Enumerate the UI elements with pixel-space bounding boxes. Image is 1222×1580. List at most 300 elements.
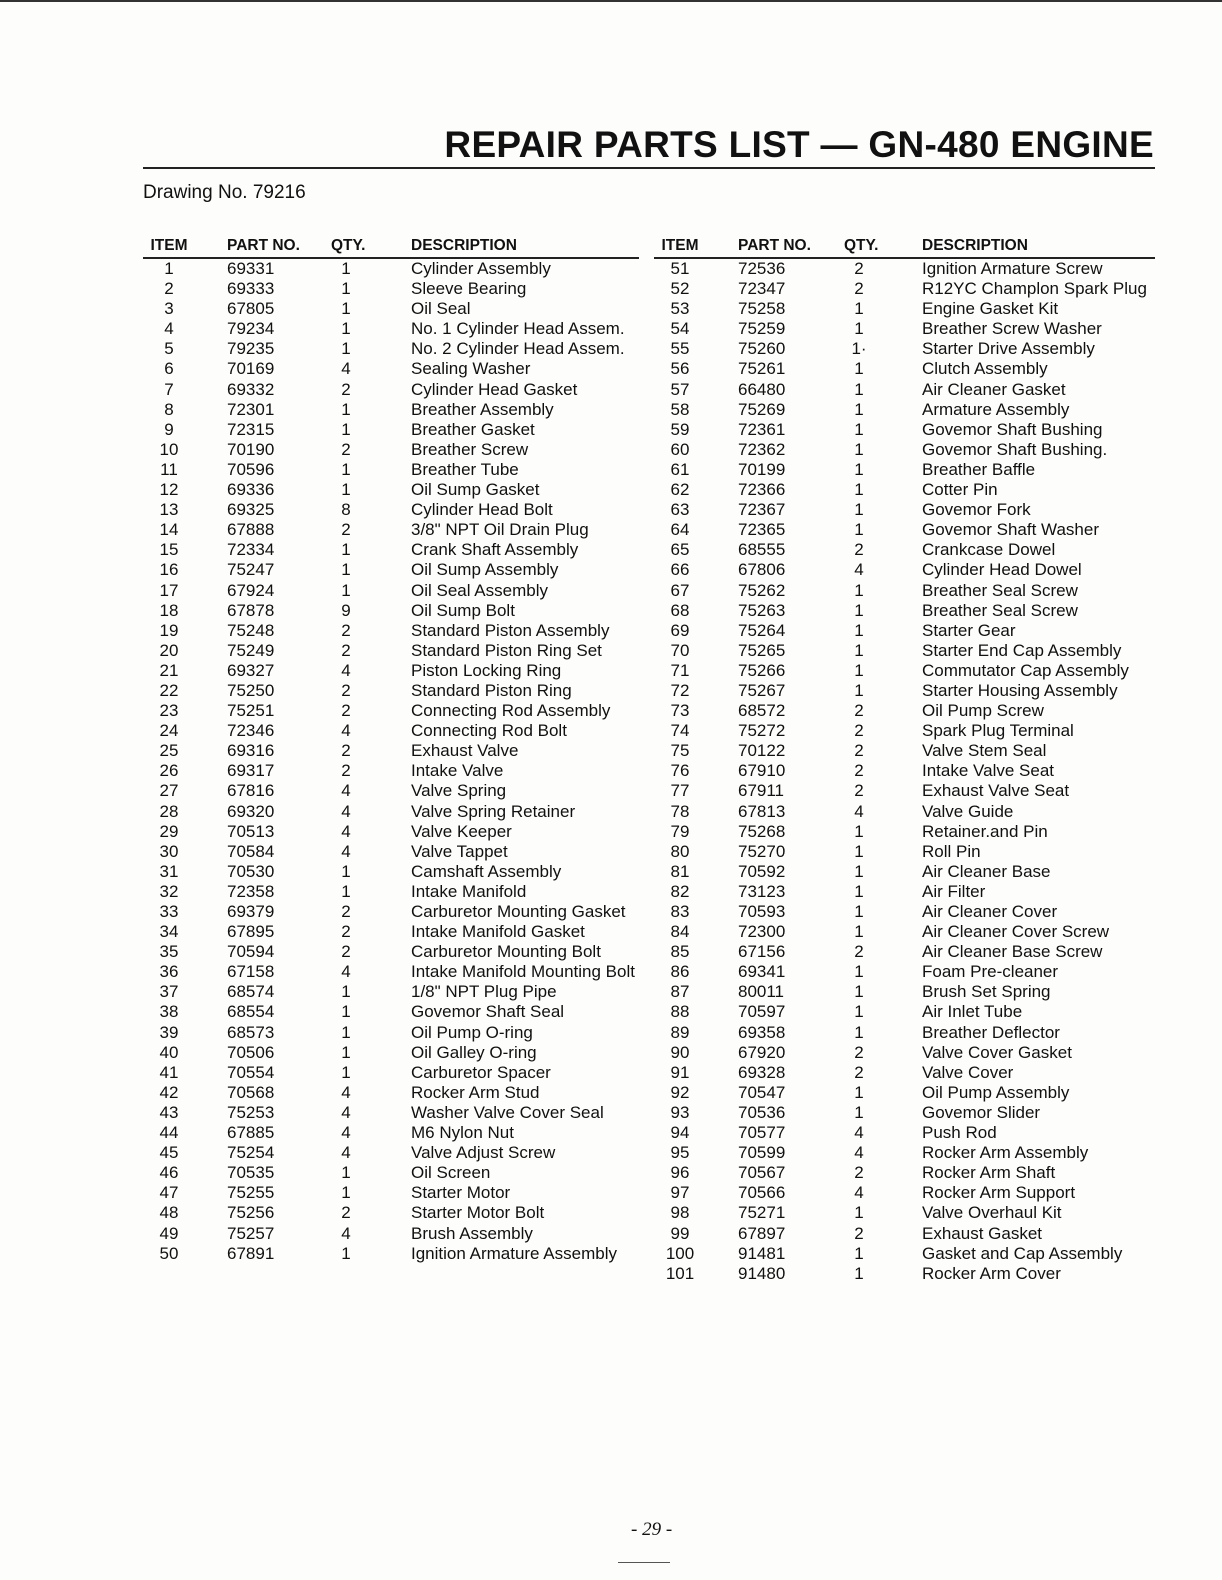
table-row bbox=[654, 781, 1155, 801]
cell-item: 83 bbox=[670, 902, 690, 921]
cell-description: Rocker Arm Assembly bbox=[922, 1143, 1089, 1163]
cell-item: 91 bbox=[670, 1062, 690, 1082]
cell-item: 80 bbox=[670, 841, 690, 861]
cell-qty: 1 bbox=[341, 1022, 351, 1042]
cell-description: Breather Gasket bbox=[411, 419, 535, 439]
cell-part-no: 67806 bbox=[738, 560, 786, 580]
table-row bbox=[143, 661, 639, 681]
cell-part-no: 70577 bbox=[738, 1123, 786, 1143]
table-row bbox=[654, 279, 1155, 299]
cell-description: Govemor Shaft Seal bbox=[411, 1002, 565, 1022]
cell-part-no: 68574 bbox=[227, 982, 275, 1002]
table-row bbox=[143, 822, 639, 842]
cell-description: Breather Deflector bbox=[922, 1022, 1060, 1042]
cell-qty: 4 bbox=[341, 359, 351, 379]
cell-part-no: 91480 bbox=[738, 1263, 786, 1283]
cell-part-no: 70506 bbox=[227, 1042, 275, 1062]
cell-qty: 1 bbox=[341, 982, 351, 1002]
cell-part-no: 72300 bbox=[738, 922, 786, 942]
table-header bbox=[143, 237, 639, 257]
table-row bbox=[143, 440, 639, 460]
cell-part-no: 70584 bbox=[227, 841, 275, 861]
cell-item: 72 bbox=[670, 680, 690, 700]
table-row bbox=[654, 1163, 1155, 1183]
cell-description: Govemor Slider bbox=[922, 1102, 1041, 1122]
cell-item: 48 bbox=[159, 1203, 179, 1223]
cell-part-no: 75254 bbox=[227, 1143, 275, 1163]
cell-part-no: 67911 bbox=[738, 781, 785, 801]
cell-part-no: 79235 bbox=[227, 339, 275, 359]
cell-qty: 2 bbox=[854, 721, 864, 741]
cell-item: 68 bbox=[670, 600, 690, 620]
cell-part-no: 67156 bbox=[738, 942, 786, 962]
cell-item: 84 bbox=[670, 922, 690, 942]
cell-part-no: 75266 bbox=[738, 660, 786, 680]
cell-qty: 1 bbox=[341, 480, 351, 500]
cell-item: 93 bbox=[670, 1102, 690, 1122]
cell-description: Sealing Washer bbox=[411, 359, 531, 379]
cell-item: 92 bbox=[670, 1082, 690, 1102]
cell-qty: 1 bbox=[341, 1243, 351, 1263]
table-row bbox=[654, 520, 1155, 540]
cell-item: 18 bbox=[159, 600, 179, 620]
cell-part-no: 75251 bbox=[227, 701, 275, 721]
table-row bbox=[143, 420, 639, 440]
cell-qty: 4 bbox=[341, 1223, 351, 1243]
table-row bbox=[654, 1083, 1155, 1103]
cell-part-no: 70596 bbox=[227, 459, 275, 479]
table-row bbox=[654, 400, 1155, 420]
cell-qty: 1 bbox=[854, 640, 864, 660]
table-row bbox=[143, 902, 639, 922]
cell-part-no: 70513 bbox=[227, 821, 275, 841]
cell-part-no: 69325 bbox=[227, 500, 275, 520]
cell-qty: 4 bbox=[341, 801, 351, 821]
cell-qty: 2 bbox=[854, 741, 864, 761]
cell-part-no: 68554 bbox=[227, 1002, 275, 1022]
cell-item: 101 bbox=[665, 1263, 695, 1283]
cell-part-no: 72334 bbox=[227, 540, 275, 560]
cell-item: 9 bbox=[164, 419, 174, 439]
cell-description: Starter Drive Assembly bbox=[922, 339, 1095, 359]
cell-part-no: 70547 bbox=[738, 1082, 786, 1102]
cell-description: Exhaust Valve Seat bbox=[922, 781, 1070, 801]
cell-description: Standard Piston Assembly bbox=[411, 620, 610, 640]
cell-part-no: 69379 bbox=[227, 902, 275, 921]
table-row bbox=[654, 420, 1155, 440]
cell-description: Oil Screen bbox=[411, 1163, 491, 1183]
cell-qty: 1 bbox=[854, 319, 864, 339]
cell-item: 15 bbox=[159, 540, 179, 560]
table-row bbox=[654, 822, 1155, 842]
cell-qty: 1 bbox=[341, 339, 351, 359]
cell-item: 65 bbox=[670, 540, 690, 560]
table-row bbox=[654, 380, 1155, 400]
cell-description: Breather Tube bbox=[411, 459, 519, 479]
cell-qty: 1· bbox=[851, 339, 867, 359]
cell-description: Brush Set Spring bbox=[922, 982, 1051, 1002]
table-row bbox=[143, 1203, 639, 1223]
cell-qty: 2 bbox=[341, 620, 351, 640]
cell-qty: 1 bbox=[341, 1002, 351, 1022]
table-row bbox=[654, 299, 1155, 319]
cell-description: Oil Sump Gasket bbox=[411, 480, 540, 500]
cell-part-no: 70568 bbox=[227, 1082, 275, 1102]
cell-qty: 1 bbox=[854, 1022, 864, 1042]
cell-item: 26 bbox=[159, 761, 179, 781]
cell-item: 2 bbox=[164, 279, 174, 299]
header-qty: QTY. bbox=[844, 237, 879, 254]
cell-description: Starter Housing Assembly bbox=[922, 680, 1118, 700]
cell-description: Oil Seal bbox=[411, 299, 471, 319]
cell-description: Washer Valve Cover Seal bbox=[411, 1102, 604, 1122]
cell-description: Standard Piston Ring bbox=[411, 680, 572, 700]
cell-qty: 4 bbox=[341, 1102, 351, 1122]
cell-description: Air Cleaner Base Screw bbox=[922, 942, 1103, 962]
cell-qty: 2 bbox=[341, 741, 351, 761]
cell-qty: 1 bbox=[341, 1183, 351, 1203]
cell-description: Carburetor Mounting Bolt bbox=[411, 942, 601, 962]
header-item: ITEM bbox=[150, 237, 188, 254]
header-part-no: PART NO. bbox=[738, 237, 811, 254]
table-row bbox=[654, 862, 1155, 882]
cell-part-no: 91481 bbox=[738, 1243, 786, 1263]
table-row bbox=[143, 1123, 639, 1143]
cell-part-no: 75272 bbox=[738, 721, 786, 741]
table-row bbox=[143, 942, 639, 962]
cell-part-no: 80011 bbox=[738, 982, 785, 1002]
cell-description: Oil Pump O-ring bbox=[411, 1022, 533, 1042]
cell-item: 10 bbox=[159, 439, 179, 459]
cell-description: Govemor Fork bbox=[922, 500, 1031, 520]
cell-item: 27 bbox=[159, 781, 179, 801]
cell-part-no: 67158 bbox=[227, 962, 275, 982]
cell-qty: 1 bbox=[854, 399, 864, 419]
cell-item: 50 bbox=[159, 1243, 179, 1263]
table-row bbox=[654, 661, 1155, 681]
cell-part-no: 75256 bbox=[227, 1203, 275, 1223]
table-row bbox=[654, 721, 1155, 741]
cell-part-no: 75264 bbox=[738, 620, 786, 640]
table-row bbox=[654, 681, 1155, 701]
cell-qty: 1 bbox=[854, 982, 864, 1002]
cell-part-no: 75269 bbox=[738, 399, 786, 419]
table-row bbox=[654, 1023, 1155, 1043]
cell-item: 45 bbox=[159, 1143, 179, 1163]
cell-part-no: 70554 bbox=[227, 1062, 275, 1082]
table-row bbox=[143, 701, 639, 721]
cell-item: 14 bbox=[159, 520, 179, 540]
cell-qty: 1 bbox=[341, 459, 351, 479]
cell-item: 60 bbox=[670, 439, 690, 459]
header-description: DESCRIPTION bbox=[411, 237, 517, 254]
cell-qty: 1 bbox=[341, 861, 351, 881]
cell-item: 81 bbox=[670, 861, 690, 881]
cell-qty: 4 bbox=[854, 801, 864, 821]
table-row bbox=[143, 279, 639, 299]
table-row bbox=[654, 882, 1155, 902]
cell-description: Govemor Shaft Bushing bbox=[922, 419, 1103, 439]
cell-item: 61 bbox=[670, 459, 690, 479]
table-row bbox=[654, 641, 1155, 661]
cell-qty: 4 bbox=[341, 781, 351, 801]
cell-description: Foam Pre-cleaner bbox=[922, 962, 1059, 982]
table-row bbox=[143, 621, 639, 641]
cell-item: 43 bbox=[159, 1102, 179, 1122]
cell-item: 55 bbox=[670, 339, 690, 359]
drawing-number: Drawing No. 79216 bbox=[143, 182, 306, 203]
cell-description: Breather Baffle bbox=[922, 459, 1036, 479]
table-row bbox=[654, 560, 1155, 580]
cell-part-no: 70592 bbox=[738, 861, 786, 881]
cell-item: 52 bbox=[670, 279, 690, 299]
table-row bbox=[654, 1264, 1155, 1284]
cell-item: 41 bbox=[159, 1062, 179, 1082]
cell-description: Retainer.and Pin bbox=[922, 821, 1048, 841]
cell-part-no: 72347 bbox=[738, 279, 786, 299]
cell-description: Crankcase Dowel bbox=[922, 540, 1056, 560]
cell-qty: 4 bbox=[854, 1123, 864, 1143]
cell-description: Starter Motor bbox=[411, 1183, 511, 1203]
cell-description: Connecting Rod Assembly bbox=[411, 701, 611, 721]
cell-part-no: 69331 bbox=[227, 259, 275, 278]
cell-item: 8 bbox=[164, 399, 174, 419]
cell-qty: 2 bbox=[341, 680, 351, 700]
cell-part-no: 75262 bbox=[738, 580, 786, 600]
table-row bbox=[143, 520, 639, 540]
cell-description: Air Filter bbox=[922, 881, 986, 901]
cell-description: Push Rod bbox=[922, 1123, 997, 1143]
table-row bbox=[143, 1224, 639, 1244]
cell-qty: 1 bbox=[854, 620, 864, 640]
cell-qty: 1 bbox=[341, 399, 351, 419]
cell-description: Valve Adjust Screw bbox=[411, 1143, 556, 1163]
table-row bbox=[654, 902, 1155, 922]
cell-qty: 1 bbox=[854, 299, 864, 319]
table-row bbox=[143, 882, 639, 902]
cell-qty: 1 bbox=[854, 520, 864, 540]
cell-part-no: 72358 bbox=[227, 881, 275, 901]
table-row bbox=[143, 1023, 639, 1043]
cell-qty: 2 bbox=[341, 761, 351, 781]
cell-description: Cylinder Head Dowel bbox=[922, 560, 1082, 580]
table-row bbox=[143, 480, 639, 500]
cell-qty: 2 bbox=[341, 942, 351, 962]
cell-part-no: 75270 bbox=[738, 841, 786, 861]
cell-description: Govemor Shaft Bushing. bbox=[922, 439, 1108, 459]
cell-qty: 4 bbox=[341, 721, 351, 741]
cell-item: 58 bbox=[670, 399, 690, 419]
cell-part-no: 70536 bbox=[738, 1102, 786, 1122]
cell-description: Valve Overhaul Kit bbox=[922, 1203, 1062, 1223]
cell-part-no: 70567 bbox=[738, 1163, 786, 1183]
cell-qty: 1 bbox=[854, 500, 864, 520]
cell-item: 40 bbox=[159, 1042, 179, 1062]
cell-qty: 1 bbox=[854, 660, 864, 680]
cell-description: No. 2 Cylinder Head Assem. bbox=[411, 339, 625, 359]
table-row bbox=[143, 1083, 639, 1103]
cell-qty: 1 bbox=[854, 379, 864, 399]
cell-qty: 2 bbox=[854, 259, 864, 278]
cell-description: Sleeve Bearing bbox=[411, 279, 527, 299]
parts-table-left bbox=[143, 237, 639, 1264]
cell-description: Valve Keeper bbox=[411, 821, 512, 841]
cell-description: Valve Guide bbox=[922, 801, 1014, 821]
cell-item: 32 bbox=[159, 881, 179, 901]
cell-item: 13 bbox=[159, 500, 179, 520]
cell-item: 86 bbox=[670, 962, 690, 982]
cell-item: 51 bbox=[670, 259, 690, 278]
cell-item: 44 bbox=[159, 1123, 179, 1143]
cell-part-no: 70190 bbox=[227, 439, 275, 459]
cell-qty: 1 bbox=[854, 962, 864, 982]
cell-item: 89 bbox=[670, 1022, 690, 1042]
cell-item: 63 bbox=[670, 500, 690, 520]
table-row bbox=[143, 601, 639, 621]
cell-description: No. 1 Cylinder Head Assem. bbox=[411, 319, 625, 339]
cell-part-no: 67878 bbox=[227, 600, 275, 620]
table-row bbox=[654, 440, 1155, 460]
cell-qty: 8 bbox=[341, 500, 351, 520]
cell-qty: 1 bbox=[854, 680, 864, 700]
table-row bbox=[654, 942, 1155, 962]
table-row bbox=[654, 741, 1155, 761]
cell-description: Breather Screw bbox=[411, 439, 529, 459]
table-row bbox=[143, 540, 639, 560]
cell-part-no: 69333 bbox=[227, 279, 275, 299]
cell-item: 67 bbox=[670, 580, 690, 600]
cell-part-no: 67891 bbox=[227, 1243, 275, 1263]
table-row bbox=[143, 962, 639, 982]
cell-item: 47 bbox=[159, 1183, 179, 1203]
table-row bbox=[654, 1043, 1155, 1063]
cell-part-no: 67888 bbox=[227, 520, 275, 540]
table-row bbox=[143, 500, 639, 520]
table-row bbox=[654, 701, 1155, 721]
cell-item: 49 bbox=[159, 1223, 179, 1243]
cell-part-no: 68572 bbox=[738, 701, 786, 721]
cell-qty: 1 bbox=[341, 419, 351, 439]
cell-qty: 1 bbox=[854, 600, 864, 620]
cell-qty: 4 bbox=[341, 962, 351, 982]
cell-qty: 1 bbox=[341, 580, 351, 600]
cell-description: Intake Valve Seat bbox=[922, 761, 1054, 781]
cell-part-no: 69317 bbox=[227, 761, 275, 781]
cell-item: 100 bbox=[665, 1243, 695, 1263]
table-row bbox=[143, 1244, 639, 1264]
page-title: REPAIR PARTS LIST — GN-480 ENGINE bbox=[444, 124, 1154, 165]
cell-description: Ignition Armature Assembly bbox=[411, 1243, 617, 1263]
cell-part-no: 70597 bbox=[738, 1002, 786, 1022]
cell-item: 22 bbox=[159, 680, 179, 700]
table-row bbox=[143, 862, 639, 882]
cell-description: Valve Stem Seal bbox=[922, 741, 1047, 761]
table-row bbox=[654, 1143, 1155, 1163]
cell-qty: 1 bbox=[854, 480, 864, 500]
table-row bbox=[654, 962, 1155, 982]
cell-part-no: 75271 bbox=[738, 1203, 786, 1223]
cell-qty: 2 bbox=[341, 701, 351, 721]
cell-part-no: 75247 bbox=[227, 560, 275, 580]
cell-part-no: 75258 bbox=[738, 299, 786, 319]
cell-part-no: 70530 bbox=[227, 861, 275, 881]
cell-item: 39 bbox=[159, 1022, 179, 1042]
cell-qty: 2 bbox=[341, 640, 351, 660]
cell-description: Piston Locking Ring bbox=[411, 660, 562, 680]
table-row bbox=[654, 359, 1155, 379]
cell-item: 5 bbox=[164, 339, 174, 359]
cell-qty: 2 bbox=[854, 1062, 864, 1082]
cell-item: 85 bbox=[670, 942, 690, 962]
table-row bbox=[143, 1063, 639, 1083]
cell-description: Exhaust Gasket bbox=[922, 1223, 1043, 1243]
cell-description: Rocker Arm Cover bbox=[922, 1263, 1061, 1283]
table-row bbox=[143, 319, 639, 339]
cell-description: Air Cleaner Cover Screw bbox=[922, 922, 1110, 942]
cell-qty: 1 bbox=[854, 821, 864, 841]
cell-item: 21 bbox=[159, 660, 179, 680]
cell-qty: 1 bbox=[854, 1082, 864, 1102]
cell-part-no: 69328 bbox=[738, 1062, 786, 1082]
cell-description: Spark Plug Terminal bbox=[922, 721, 1074, 741]
header-item: ITEM bbox=[661, 237, 699, 254]
cell-part-no: 67895 bbox=[227, 922, 275, 942]
cell-qty: 1 bbox=[854, 459, 864, 479]
cell-qty: 1 bbox=[341, 279, 351, 299]
cell-description: M6 Nylon Nut bbox=[411, 1123, 514, 1143]
table-row bbox=[654, 1103, 1155, 1123]
cell-item: 12 bbox=[159, 480, 179, 500]
cell-part-no: 75265 bbox=[738, 640, 786, 660]
cell-item: 16 bbox=[159, 560, 179, 580]
cell-qty: 1 bbox=[854, 580, 864, 600]
cell-description: Rocker Arm Shaft bbox=[922, 1163, 1056, 1183]
cell-description: Oil Pump Screw bbox=[922, 701, 1044, 721]
cell-description: Starter End Cap Assembly bbox=[922, 640, 1122, 660]
cell-description: Intake Manifold Mounting Bolt bbox=[411, 962, 635, 982]
cell-part-no: 75248 bbox=[227, 620, 275, 640]
cell-item: 1 bbox=[164, 259, 174, 278]
cell-qty: 2 bbox=[341, 439, 351, 459]
table-row bbox=[143, 359, 639, 379]
cell-description: 3/8" NPT Oil Drain Plug bbox=[411, 520, 589, 540]
table-row bbox=[654, 1123, 1155, 1143]
cell-part-no: 66480 bbox=[738, 379, 786, 399]
header-qty: QTY. bbox=[331, 237, 366, 254]
cell-part-no: 70169 bbox=[227, 359, 275, 379]
table-body bbox=[143, 259, 639, 1264]
table-row bbox=[654, 339, 1155, 359]
cell-description: Oil Pump Assembly bbox=[922, 1082, 1070, 1102]
cell-qty: 1 bbox=[854, 861, 864, 881]
cell-description: Breather Assembly bbox=[411, 399, 554, 419]
cell-qty: 2 bbox=[341, 1203, 351, 1223]
cell-part-no: 72365 bbox=[738, 520, 786, 540]
cell-qty: 1 bbox=[341, 1062, 351, 1082]
cell-description: Exhaust Valve bbox=[411, 741, 519, 761]
cell-description: Carburetor Mounting Gasket bbox=[411, 902, 626, 921]
table-row bbox=[143, 802, 639, 822]
cell-item: 25 bbox=[159, 741, 179, 761]
cell-part-no: 69341 bbox=[738, 962, 786, 982]
table-row bbox=[143, 339, 639, 359]
cell-part-no: 75259 bbox=[738, 319, 786, 339]
cell-description: Intake Manifold Gasket bbox=[411, 922, 585, 942]
cell-part-no: 73123 bbox=[738, 881, 786, 901]
table-row bbox=[143, 259, 639, 279]
table-row bbox=[143, 681, 639, 701]
table-body bbox=[654, 259, 1155, 1284]
